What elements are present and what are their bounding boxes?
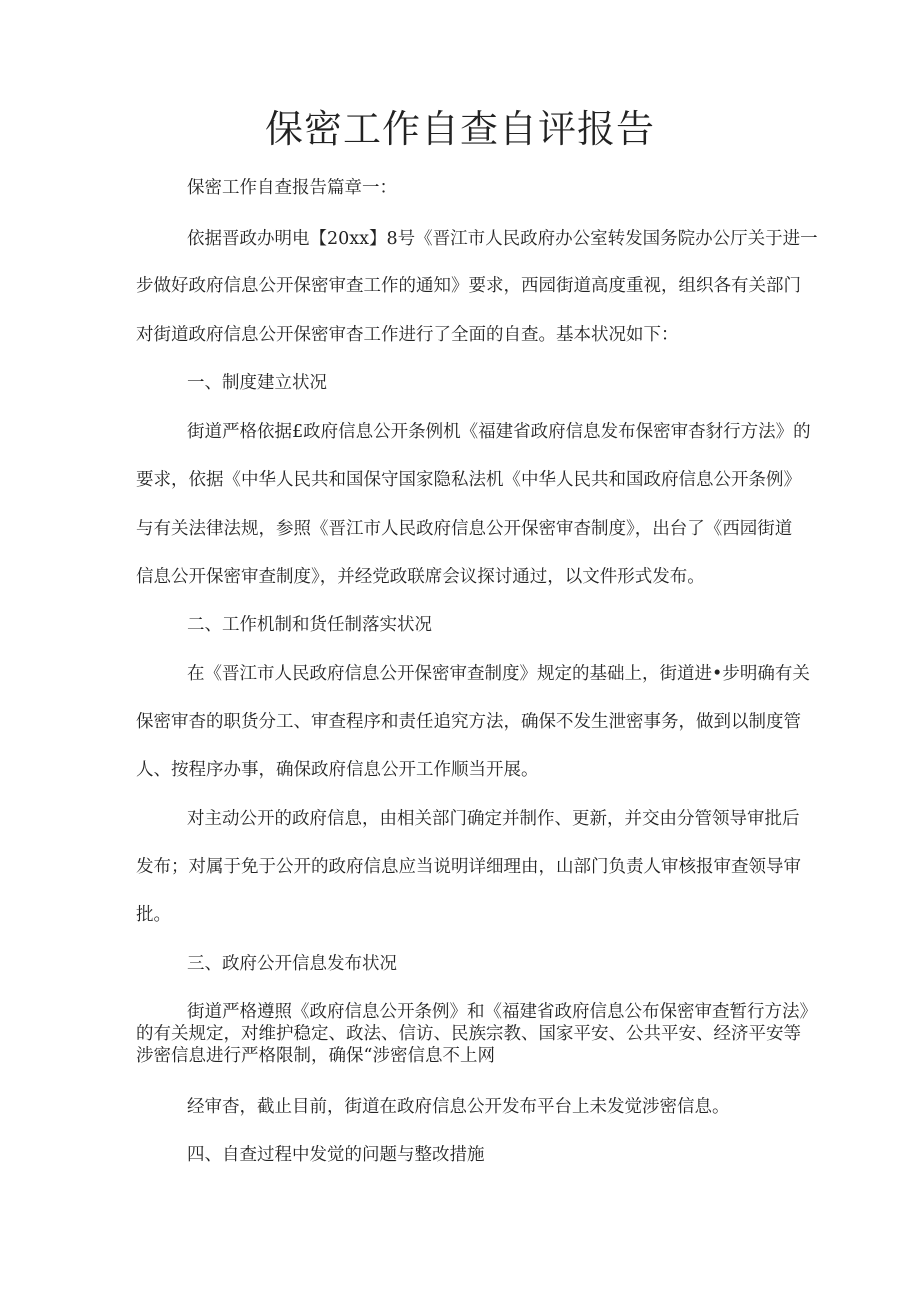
paragraph-line: 涉密信息进行严格限制，确保“涉密信息不上网 [136,1046,495,1066]
paragraph-line: 街道严格依据£政府信息公开条例机《福建省政府信息发布保密审杳豺行方法》的 [187,422,811,442]
paragraph-line: 街道严格遵照《政府信息公开条例》和《福建省政府信息公布保密审查暂行方法》 [187,1002,817,1022]
document-title: 保密工作自查自评报告 [264,107,655,151]
paragraph-line: 要求，依据《中华人民共和国保守国家隐私法机《中华人民共和国政府信息公开条例》 [136,470,801,490]
section-heading: 一、制度建立状况 [187,373,327,393]
paragraph-line: 批。 [136,905,171,925]
paragraph-line: 保密审杳的职货分工、审查程序和责任追究方法，确保不发生泄密事务，做到以制度管 [136,712,801,732]
section-heading: 二、工作机制和货任制落实状况 [187,615,432,635]
paragraph-line: 对街道政府信息公开保密审杳工作进行了全面的自查。基本状况如下： [136,325,679,345]
paragraph-line: 依据晋政办明电【20xx】8号《晋江市人民政府办公室转发国务院办公厅关于进一 [187,229,818,249]
paragraph-line: 与有关法律法规，参照《晋江市人民政府信息公开保密审杳制度》，出台了《西园街道 [136,519,793,539]
paragraph-line: 在《晋江市人民政府信息公开保密审查制度》规定的基础上，街道进•步明确有关 [187,664,810,684]
dense-paragraph [136,1001,817,1067]
paragraph-line: 步做好政府信息公开保密审查工作的通知》要求，西园街道高度重视，组织各有关部门 [136,276,801,296]
paragraph-line: 的有关规定，对维护稳定、政法、信访、民族宗教、国家平安、公共平安、经济平安等 [136,1024,801,1044]
paragraph-line: 人、按程序办事，确保政府信息公开工作顺当开展。 [136,760,539,780]
chapter-heading: 保密工作自查报告篇章一： [187,178,397,198]
section-heading: 三、政府公开信息发布状况 [187,954,397,974]
paragraph-line: 发布；对属于免于公开的政府信息应当说明详细理由，山部门负责人审核报审查领导审 [136,857,801,877]
paragraph-line: 经审杳，截止目前，街道在政府信息公开发布平台上未发觉涉密信息。 [187,1097,730,1117]
paragraph-line: 信息公开保密审查制度》，并经党政联席会议探讨通过，以文件形式发布。 [136,567,705,587]
paragraph-line: 对主动公开的政府信息，由相关部门确定并制作、更新，并交由分管领导审批后 [187,809,800,829]
section-heading: 四、自查过程中发觉的问题与整改措施 [187,1145,485,1165]
